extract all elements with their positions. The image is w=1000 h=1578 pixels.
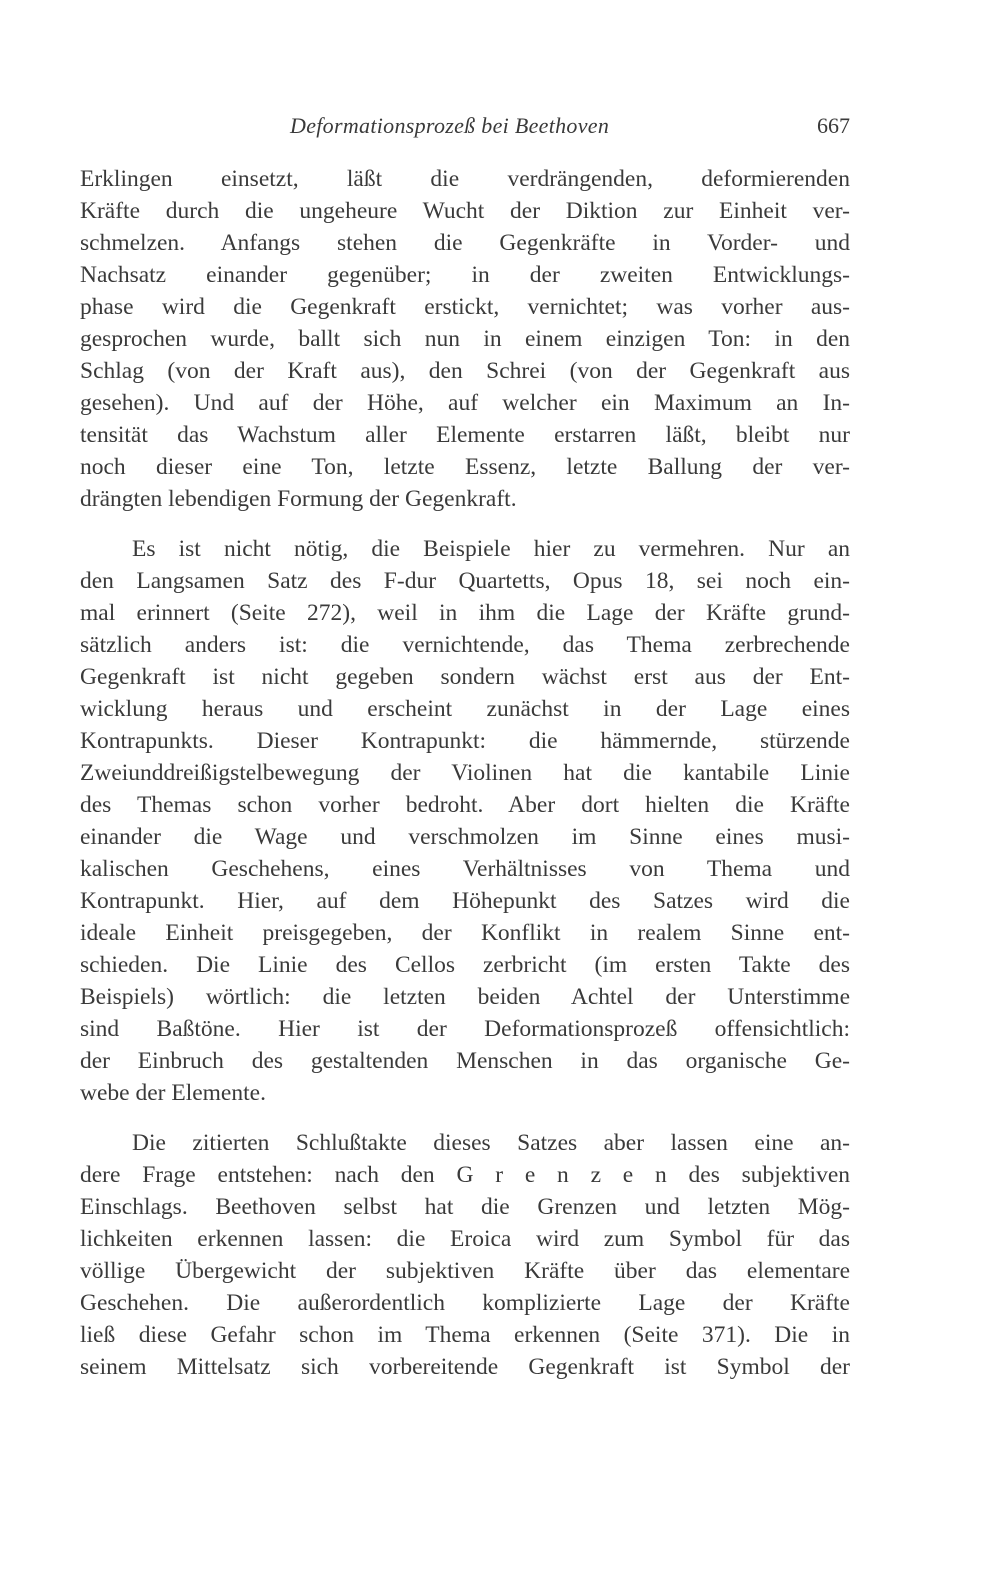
text-line: Es ist nicht nötig, die Beispiele hier zu vermehren. Nur an <box>132 536 850 562</box>
text-line: schieden. Die Linie des Cellos zerbricht (im ersten Takte des <box>80 952 850 978</box>
text-line: Beispiels) wörtlich: die letzten beiden Achtel der Unterstimme <box>80 984 850 1010</box>
text-line: tensität das Wachstum aller Elemente erstarren läßt, bleibt nur <box>80 422 850 448</box>
text-line: kalischen Geschehens, eines Verhältnisses von Thema und <box>80 856 850 882</box>
text-line: schmelzen. Anfangs stehen die Gegenkräfte in Vorder- und <box>80 230 850 256</box>
text-line: noch dieser eine Ton, letzte Essenz, letzte Ballung der ver- <box>80 454 850 480</box>
text-line: Schlag (von der Kraft aus), den Schrei (von der Gegenkraft aus <box>80 358 850 384</box>
body-text <box>80 163 850 1401</box>
paragraph-1 <box>80 163 850 515</box>
text-line: Kräfte durch die ungeheure Wucht der Diktion zur Einheit ver- <box>80 198 850 224</box>
text-line: des Themas schon vorher bedroht. Aber dort hielten die Kräfte <box>80 792 850 818</box>
text-line: ideale Einheit preisgegeben, der Konflikt in realem Sinne ent- <box>80 920 850 946</box>
text-line: der Einbruch des gestaltenden Menschen in das organische Ge- <box>80 1048 850 1074</box>
text-line: mal erinnert (Seite 272), weil in ihm die Lage der Kräfte grund- <box>80 600 850 626</box>
text-line: seinem Mittelsatz sich vorbereitende Gegenkraft ist Symbol der <box>80 1354 850 1380</box>
text-line: gesprochen wurde, ballt sich nun in einem einzigen Ton: in den <box>80 326 850 352</box>
text-line: Die zitierten Schlußtakte dieses Satzes aber lassen eine an- <box>132 1130 850 1156</box>
text-line: den Langsamen Satz des F-dur Quartetts, Opus 18, sei noch ein- <box>80 568 850 594</box>
text-line: sind Baßtöne. Hier ist der Deformationsprozeß offensichtlich: <box>80 1016 850 1042</box>
text-line: webe der Elemente. <box>80 1080 266 1106</box>
text-line: gesehen). Und auf der Höhe, auf welcher ein Maximum an In- <box>80 390 850 416</box>
text-line: dere Frage entstehen: nach den G r e n z e n des subjektiven <box>80 1162 850 1188</box>
text-line: Nachsatz einander gegenüber; in der zweiten Entwicklungs- <box>80 262 850 288</box>
text-line: Kontrapunkts. Dieser Kontrapunkt: die hämmernde, stürzende <box>80 728 850 754</box>
text-line: lichkeiten erkennen lassen: die Eroica wird zum Symbol für das <box>80 1226 850 1252</box>
text-line: drängten lebendigen Formung der Gegenkraft. <box>80 486 517 512</box>
paragraph-3 <box>80 1127 850 1383</box>
text-line: Zweiunddreißigstelbewegung der Violinen hat die kantabile Linie <box>80 760 850 786</box>
text-line: phase wird die Gegenkraft erstickt, vernichtet; was vorher aus- <box>80 294 850 320</box>
text-line: völlige Übergewicht der subjektiven Kräfte über das elementare <box>80 1258 850 1284</box>
paragraph-2 <box>80 533 850 1109</box>
text-line: sätzlich anders ist: die vernichtende, das Thema zerbrechende <box>80 632 850 658</box>
page-number: 667 <box>817 113 850 138</box>
text-line: Kontrapunkt. Hier, auf dem Höhepunkt des Satzes wird die <box>80 888 850 914</box>
text-line: Erklingen einsetzt, läßt die verdrängenden, deformierenden <box>80 166 850 192</box>
text-line: Geschehen. Die außerordentlich komplizierte Lage der Kräfte <box>80 1290 850 1316</box>
text-line: einander die Wage und verschmolzen im Sinne eines musi- <box>80 824 850 850</box>
running-title: Deformationsprozeß bei Beethoven <box>290 113 610 138</box>
text-line: Einschlags. Beethoven selbst hat die Grenzen und letzten Mög- <box>80 1194 850 1220</box>
text-line: Gegenkraft ist nicht gegeben sondern wächst erst aus der Ent- <box>80 664 850 690</box>
page-header <box>80 113 850 147</box>
text-line: wicklung heraus und erscheint zunächst in der Lage eines <box>80 696 850 722</box>
text-line: ließ diese Gefahr schon im Thema erkennen (Seite 371). Die in <box>80 1322 850 1348</box>
